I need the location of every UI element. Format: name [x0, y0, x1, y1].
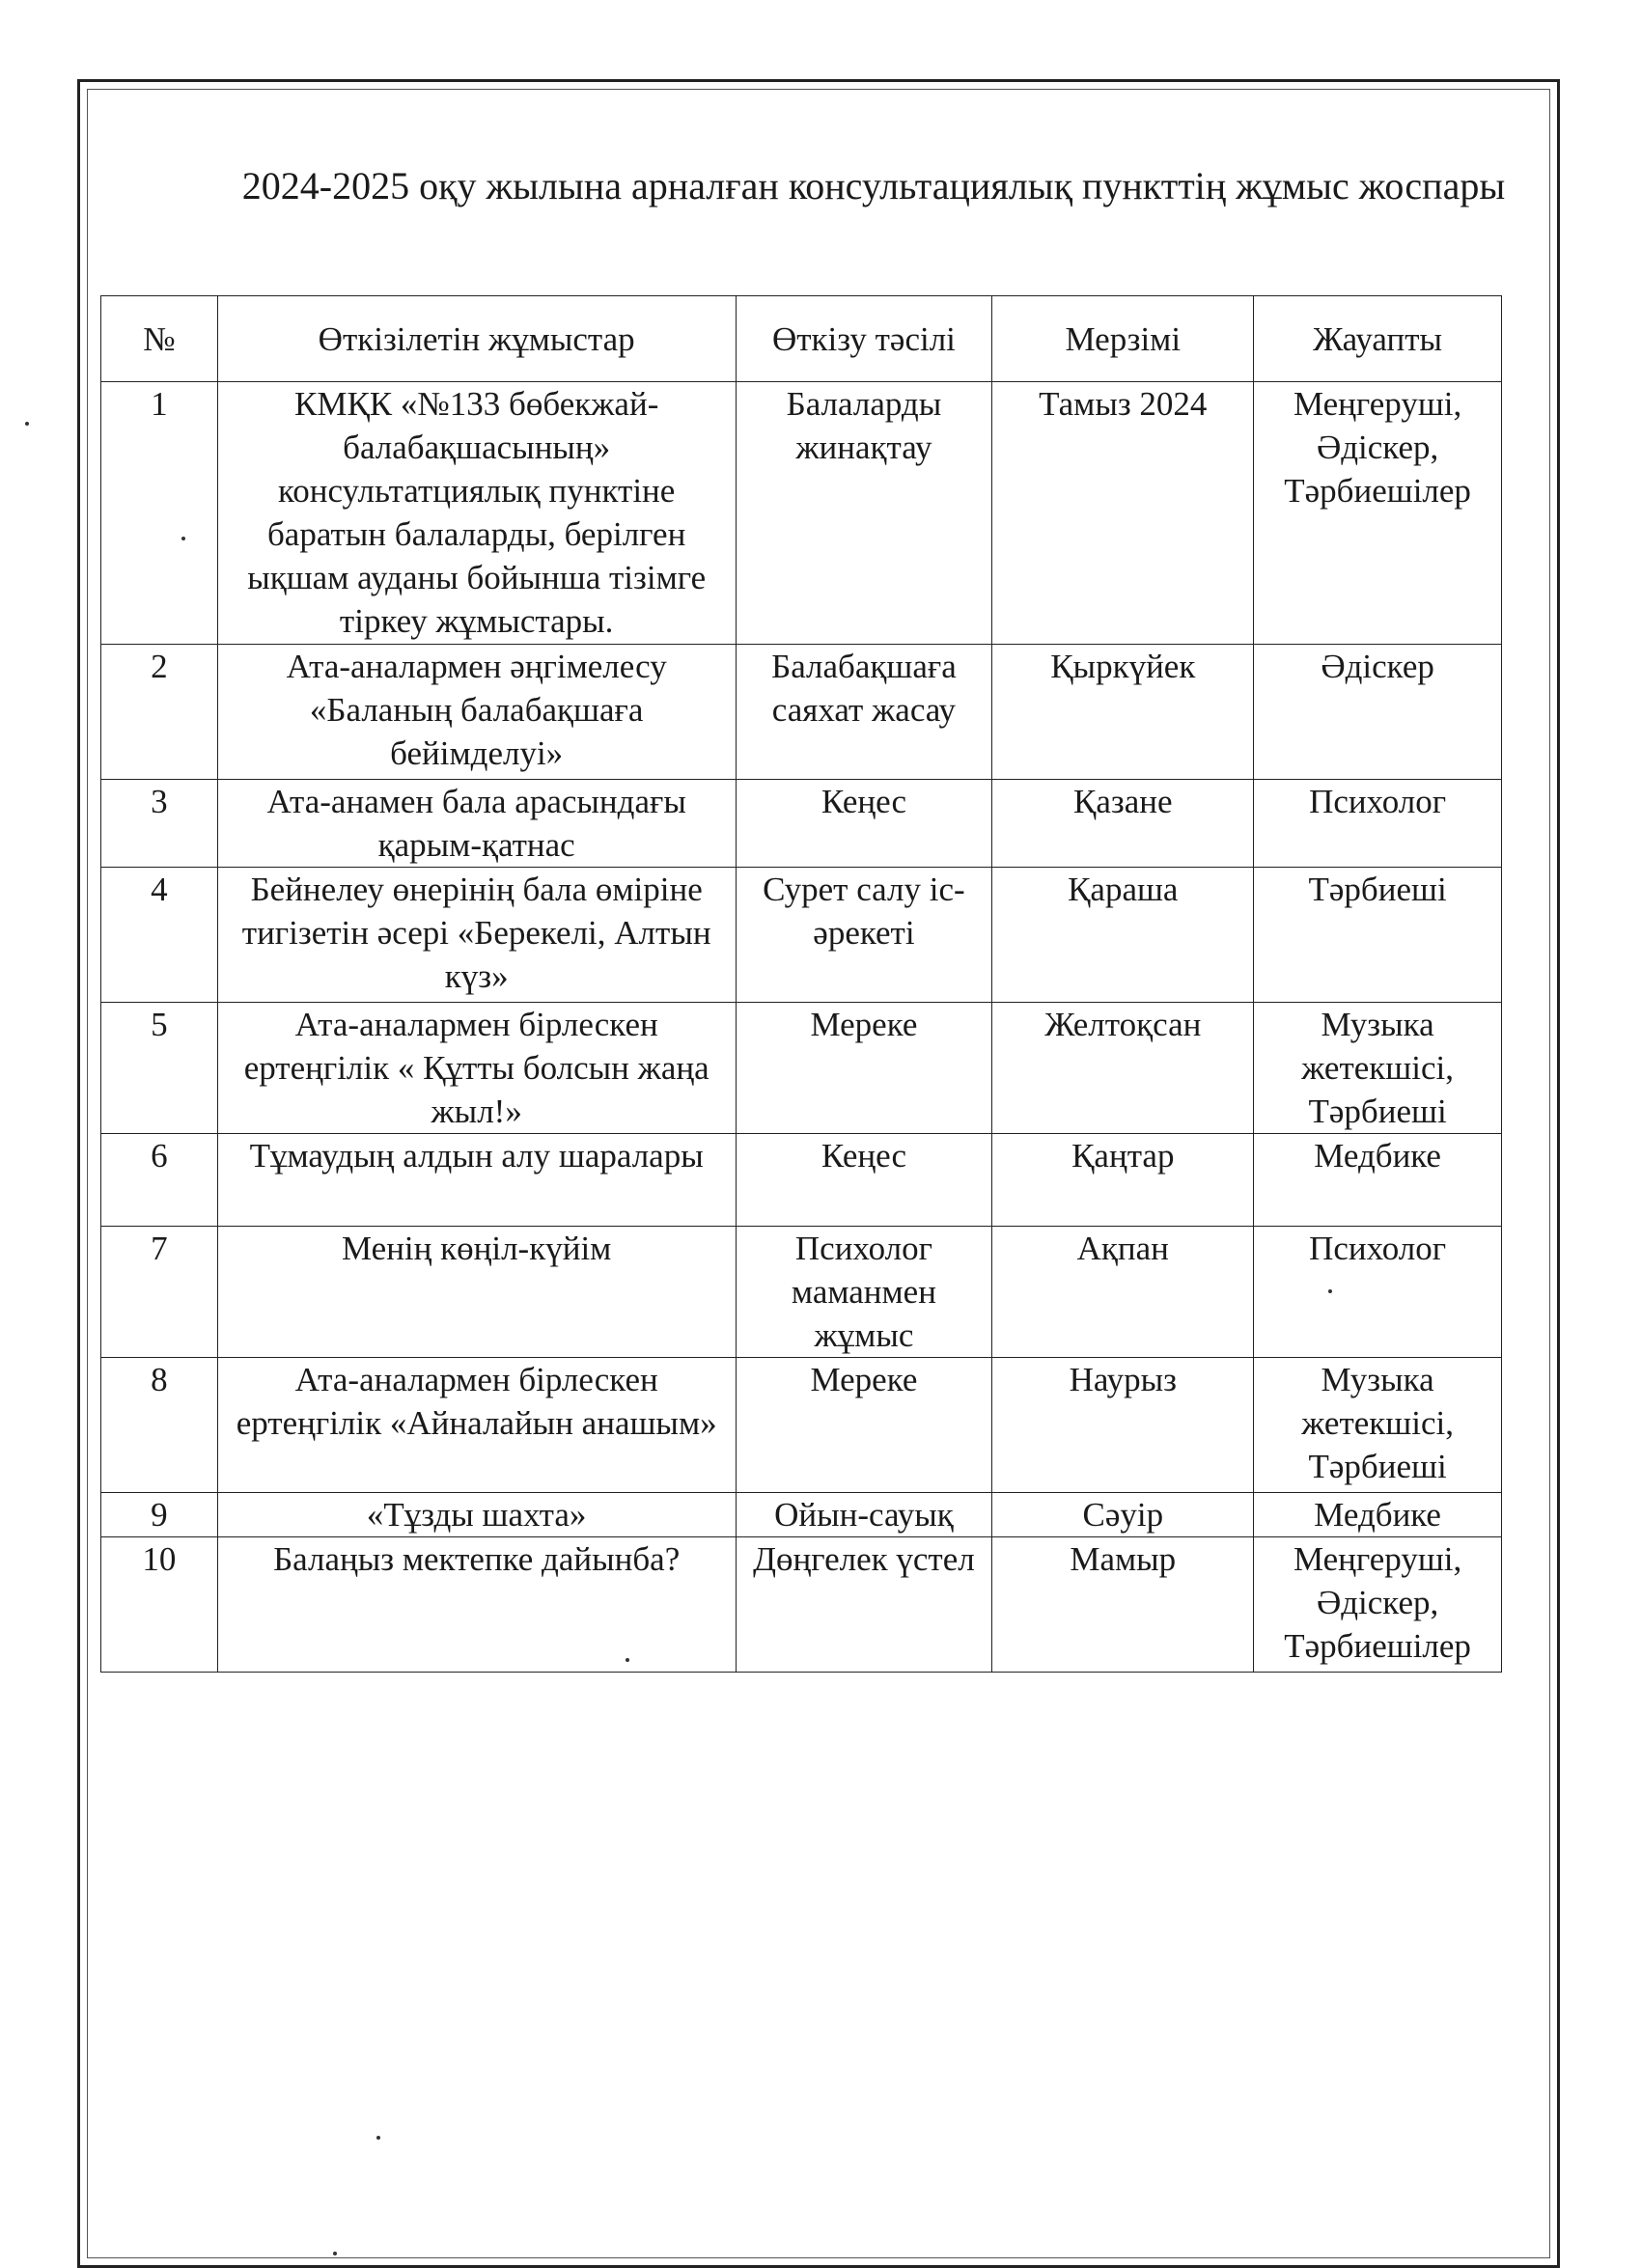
page-title: 2024-2025 оқу жылына арналған консультациялық пункттің жұмыс жоспары — [241, 164, 1506, 207]
cell-number: 2 — [101, 645, 218, 780]
cell-method: Мереке — [736, 1003, 992, 1134]
cell-responsible: Меңгеруші, Әдіскер, Тәрбиешілер — [1254, 1537, 1502, 1673]
cell-term: Қаңтар — [992, 1134, 1254, 1227]
cell-method: Сурет салу іс-әрекеті — [736, 868, 992, 1003]
cell-number: 8 — [101, 1358, 218, 1493]
cell-work: Ата-аналармен бірлескен ертеңгілік «Айналайын анашым» — [217, 1358, 736, 1493]
work-plan-table — [100, 295, 1502, 1673]
cell-number: 9 — [101, 1493, 218, 1537]
cell-term: Қыркүйек — [992, 645, 1254, 780]
table-row — [101, 868, 1502, 1003]
cell-responsible: Меңгеруші, Әдіскер, Тәрбиешілер — [1254, 382, 1502, 645]
cell-responsible: Медбике — [1254, 1493, 1502, 1537]
cell-responsible: Психолог — [1254, 1227, 1502, 1358]
cell-term: Қазане — [992, 780, 1254, 868]
cell-work: «Тұзды шахта» — [217, 1493, 736, 1537]
cell-number: 10 — [101, 1537, 218, 1673]
cell-number: 4 — [101, 868, 218, 1003]
cell-method: Кеңес — [736, 1134, 992, 1227]
table-row — [101, 1134, 1502, 1227]
table-row — [101, 780, 1502, 868]
cell-term: Мамыр — [992, 1537, 1254, 1673]
cell-number: 1 — [101, 382, 218, 645]
cell-work: Бейнелеу өнерінің бала өміріне тигізетін әсері «Берекелі, Алтын күз» — [217, 868, 736, 1003]
cell-number: 3 — [101, 780, 218, 868]
table-header-row — [101, 296, 1502, 382]
cell-responsible: Музыка жетекшісі, Тәрбиеші — [1254, 1358, 1502, 1493]
cell-work: Ата-аналармен бірлескен ертеңгілік « Құтты болсын жаңа жыл!» — [217, 1003, 736, 1134]
cell-term: Ақпан — [992, 1227, 1254, 1358]
cell-work: Ата-аналармен әңгімелесу «Баланың балабақшаға бейімделуі» — [217, 645, 736, 780]
cell-number: 7 — [101, 1227, 218, 1358]
header-method: Өткізу тәсілі — [736, 296, 992, 382]
header-term: Мерзімі — [992, 296, 1254, 382]
table-row — [101, 1003, 1502, 1134]
cell-responsible: Музыка жетекшісі, Тәрбиеші — [1254, 1003, 1502, 1134]
table-row — [101, 645, 1502, 780]
cell-method: Дөңгелек үстел — [736, 1537, 992, 1673]
cell-term: Қараша — [992, 868, 1254, 1003]
cell-responsible: Медбике — [1254, 1134, 1502, 1227]
table-row — [101, 1493, 1502, 1537]
cell-method: Мереке — [736, 1358, 992, 1493]
cell-number: 5 — [101, 1003, 218, 1134]
cell-responsible: Тәрбиеші — [1254, 868, 1502, 1003]
header-work: Өткізілетін жұмыстар — [217, 296, 736, 382]
scan-speck — [376, 2136, 380, 2140]
table-row — [101, 1227, 1502, 1358]
header-responsible: Жауапты — [1254, 296, 1502, 382]
cell-work: Ата-анамен бала арасындағы қарым-қатнас — [217, 780, 736, 868]
cell-work: Менің көңіл-күйім — [217, 1227, 736, 1358]
table-row — [101, 1537, 1502, 1673]
cell-term: Желтоқсан — [992, 1003, 1254, 1134]
cell-work: Тұмаудың алдын алу шаралары — [217, 1134, 736, 1227]
scan-speck — [333, 2252, 337, 2255]
cell-method: Кеңес — [736, 780, 992, 868]
cell-method: Ойын-сауық — [736, 1493, 992, 1537]
cell-responsible: Әдіскер — [1254, 645, 1502, 780]
scan-speck — [25, 422, 29, 426]
cell-method: Психолог маманмен жұмыс — [736, 1227, 992, 1358]
cell-term: Тамыз 2024 — [992, 382, 1254, 645]
cell-work: КМҚК «№133 бөбекжай-балабақшасының» консультатциялық пунктіне баратын балаларды, берілген ықшам ауданы бойынша тізімге тіркеу жұмыстары. — [217, 382, 736, 645]
cell-term: Сәуір — [992, 1493, 1254, 1537]
cell-method: Балаларды жинақтау — [736, 382, 992, 645]
cell-responsible: Психолог — [1254, 780, 1502, 868]
cell-number: 6 — [101, 1134, 218, 1227]
header-number: № — [101, 296, 218, 382]
table-row — [101, 1358, 1502, 1493]
cell-method: Балабақшаға саяхат жасау — [736, 645, 992, 780]
table-row — [101, 382, 1502, 645]
cell-term: Наурыз — [992, 1358, 1254, 1493]
cell-work: Балаңыз мектепке дайынба? — [217, 1537, 736, 1673]
